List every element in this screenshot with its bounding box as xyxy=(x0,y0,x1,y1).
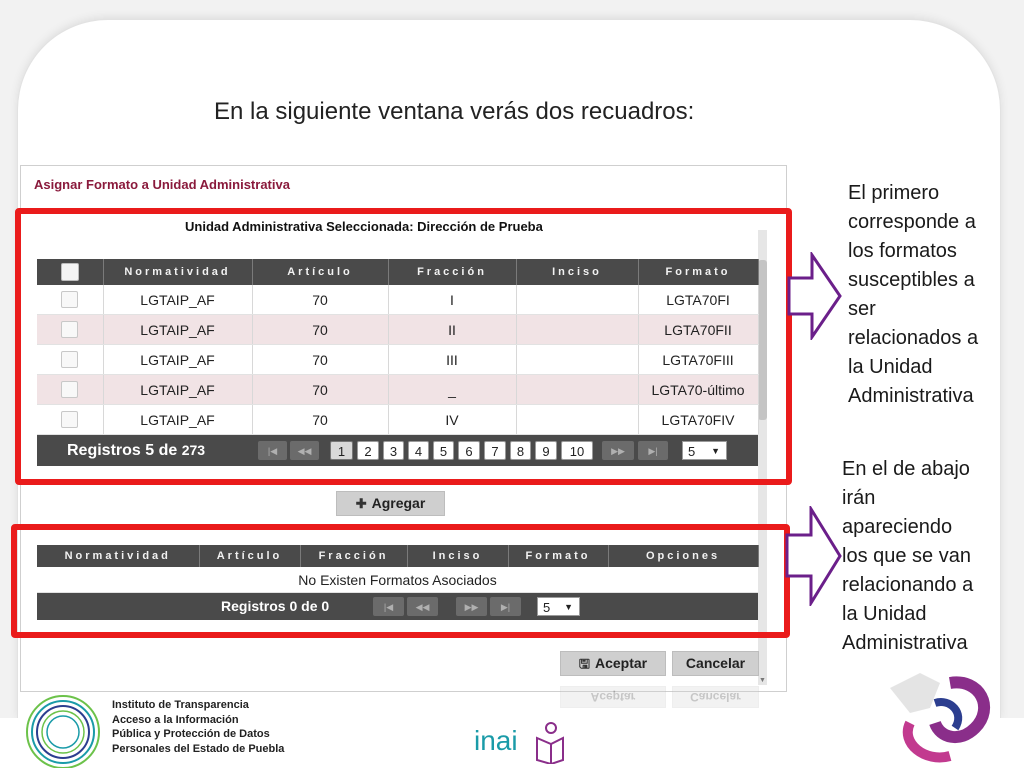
page-button-3[interactable]: 3 xyxy=(383,441,404,460)
cell-normatividad: LGTAIP_AF xyxy=(103,345,252,375)
callout-line: relacionados a xyxy=(848,327,979,349)
cancel-reflection-label: Cancelar xyxy=(690,690,741,704)
org-line: Personales del Estado de Puebla xyxy=(112,742,285,755)
col-header-normatividad[interactable]: Normatividad xyxy=(37,545,199,567)
org-line: Pública y Protección de Datos xyxy=(112,728,270,740)
chevron-down-icon: ▼ xyxy=(564,602,573,612)
top-highlight-box xyxy=(15,208,792,485)
puebla-emblem-icon xyxy=(880,668,1000,768)
col-header-fraccion[interactable]: Fracción xyxy=(388,259,516,285)
page-button-1[interactable]: 1 xyxy=(330,441,353,460)
cell-normatividad: LGTAIP_AF xyxy=(103,405,252,435)
accept-reflection-label: Aceptar xyxy=(590,690,636,704)
dialog-title: Asignar Formato a Unidad Administrativa xyxy=(34,177,290,192)
accept-reflection xyxy=(560,686,666,708)
inai-logo xyxy=(474,725,518,757)
callout-line: los que se van xyxy=(842,545,971,567)
plus-icon: ✚ xyxy=(355,496,367,511)
accept-button[interactable] xyxy=(560,651,666,676)
callout-line: En el de abajo xyxy=(842,458,970,480)
cell-articulo: 70 xyxy=(252,405,388,435)
cell-articulo: 70 xyxy=(252,285,388,315)
cell-formato: LGTA70FI xyxy=(638,285,758,315)
callout-line: El primero xyxy=(848,182,940,204)
scroll-down-icon[interactable]: ▼ xyxy=(759,677,766,684)
callout-line: la Unidad xyxy=(848,356,933,378)
arrow-right-icon xyxy=(784,506,844,606)
callout-line: Administrativa xyxy=(842,632,968,654)
first-page-icon[interactable]: |◀ xyxy=(258,441,287,460)
callout-line: la Unidad xyxy=(842,603,927,625)
page-button-7[interactable]: 7 xyxy=(484,441,506,460)
org-line: Acceso a la Información xyxy=(112,713,239,726)
callout-line: relacionando a xyxy=(842,574,974,596)
itaipue-logo-icon xyxy=(20,690,106,768)
last-page-icon[interactable]: ▶| xyxy=(638,441,668,460)
save-icon: 🖫 xyxy=(578,656,590,671)
cell-formato: LGTA70FIII xyxy=(638,345,758,375)
first-page-icon[interactable]: |◀ xyxy=(373,597,404,616)
cancel-button[interactable] xyxy=(672,651,759,676)
cell-fraccion: II xyxy=(388,315,516,345)
empty-message: No Existen Formatos Asociados xyxy=(37,567,758,593)
callout-bottom-text xyxy=(842,455,973,658)
callout-line: irán xyxy=(842,487,876,509)
page-button-9[interactable]: 9 xyxy=(535,441,557,460)
col-header-fraccion[interactable]: Fracción xyxy=(300,545,407,567)
callout-line: apareciendo xyxy=(842,516,953,538)
page-size-value: 5 xyxy=(543,600,551,615)
cell-formato: LGTA70FIV xyxy=(638,405,758,435)
footer-org-name xyxy=(112,698,284,756)
page-button-4[interactable]: 4 xyxy=(408,441,429,460)
records-total: 273 xyxy=(181,442,206,458)
page-button-10[interactable]: 10 xyxy=(561,441,593,460)
page-button-2[interactable]: 2 xyxy=(357,441,379,460)
next-page-icon[interactable]: ▶▶ xyxy=(456,597,487,616)
col-header-inciso[interactable]: Inciso xyxy=(407,545,508,567)
cell-normatividad: LGTAIP_AF xyxy=(103,375,252,405)
cell-formato: LGTA70-último xyxy=(638,375,758,405)
page-button-8[interactable]: 8 xyxy=(510,441,531,460)
callout-top-text xyxy=(848,179,978,411)
page-size-value: 5 xyxy=(688,444,696,459)
cancel-reflection xyxy=(672,686,759,708)
prev-page-icon[interactable]: ◀◀ xyxy=(407,597,438,616)
inai-book-icon xyxy=(533,720,565,764)
org-line: Instituto de Transparencia xyxy=(112,699,249,711)
col-header-normatividad[interactable]: Normatividad xyxy=(103,259,252,285)
selected-unit-heading: Unidad Administrativa Seleccionada: Dirección de Prueba xyxy=(185,219,543,234)
accept-button-label: Aceptar xyxy=(594,655,648,671)
page-button-6[interactable]: 6 xyxy=(458,441,480,460)
callout-line: susceptibles a xyxy=(848,269,975,291)
cell-fraccion: _ xyxy=(388,375,516,405)
records-count-label: Registros 0 de 0 xyxy=(221,598,330,614)
callout-line: ser xyxy=(848,298,876,320)
cell-fraccion: I xyxy=(388,285,516,315)
cell-normatividad: LGTAIP_AF xyxy=(103,315,252,345)
last-page-icon[interactable]: ▶| xyxy=(490,597,521,616)
next-page-icon[interactable]: ▶▶ xyxy=(602,441,634,460)
cancel-button-label: Cancelar xyxy=(685,655,746,671)
callout-line: Administrativa xyxy=(848,385,974,407)
callout-line: corresponde a xyxy=(848,211,976,233)
cell-normatividad: LGTAIP_AF xyxy=(103,285,252,315)
col-header-inciso[interactable]: Inciso xyxy=(516,259,638,285)
cell-fraccion: III xyxy=(388,345,516,375)
cell-formato: LGTA70FII xyxy=(638,315,758,345)
page-button-5[interactable]: 5 xyxy=(433,441,454,460)
col-header-formato[interactable]: Formato xyxy=(508,545,608,567)
bottom-highlight-box xyxy=(11,524,790,638)
arrow-right-icon xyxy=(786,252,844,340)
cell-articulo: 70 xyxy=(252,315,388,345)
slide-title: En la siguiente ventana verás dos recuadros: xyxy=(214,98,695,125)
inai-logo-text: inai xyxy=(474,725,518,756)
add-button[interactable] xyxy=(336,491,445,516)
col-header-articulo[interactable]: Artículo xyxy=(199,545,300,567)
chevron-down-icon: ▼ xyxy=(711,446,720,456)
cell-articulo: 70 xyxy=(252,375,388,405)
cell-fraccion: IV xyxy=(388,405,516,435)
add-button-label: Agregar xyxy=(371,495,426,511)
col-header-opciones[interactable]: Opciones xyxy=(608,545,758,567)
prev-page-icon[interactable]: ◀◀ xyxy=(290,441,319,460)
col-header-formato[interactable]: Formato xyxy=(638,259,758,285)
records-count-text: Registros 5 de xyxy=(67,442,182,459)
callout-line: los formatos xyxy=(848,240,957,262)
col-header-articulo[interactable]: Artículo xyxy=(252,259,388,285)
cell-articulo: 70 xyxy=(252,345,388,375)
